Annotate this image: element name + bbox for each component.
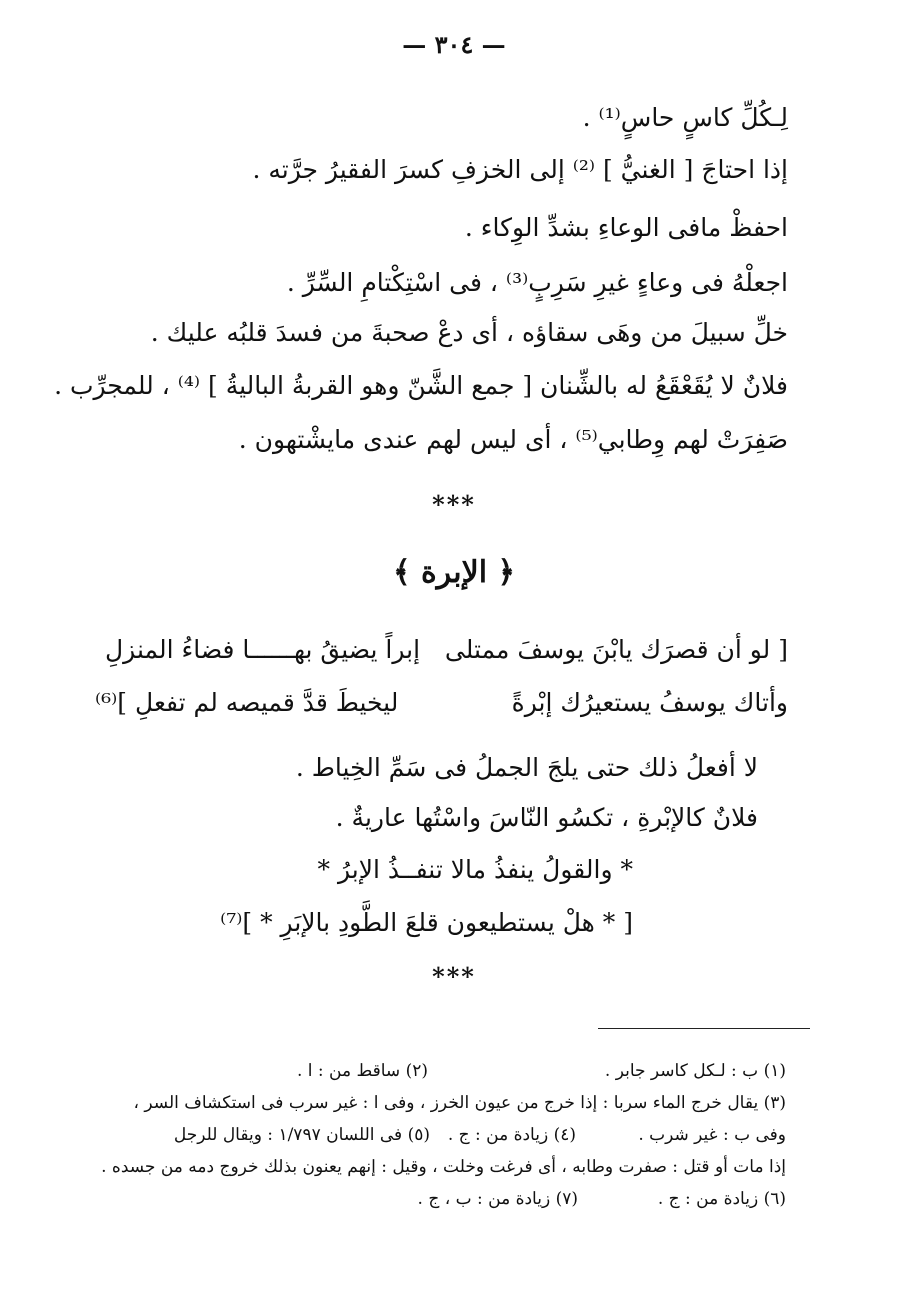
verse-line: * والقولُ ينفذُ مالا تنفــذُ الإبرُ * (317, 855, 633, 884)
footnote: (٢) ساقط من : ا . (296, 1061, 428, 1081)
section-separator: *** (432, 490, 476, 519)
saying-line: صَفِرَتْ لهم وِطابي⁽⁵⁾ ، أى ليس لهم عندى مايشْتهون . (238, 425, 788, 454)
saying-line: لا أفعلُ ذلك حتى يلجَ الجملُ فى سَمِّ الخِياط . (295, 753, 758, 782)
saying-line: فلانٌ لا يُقَعْقَعُ له بالشِّنان [ جمع الشَّنّ وهو القربةُ الباليةُ ] ⁽⁴⁾ ، للمجرِّب . (54, 371, 788, 400)
saying-line: إذا احتاجَ [ الغنيُّ ] ⁽²⁾ إلى الخزفِ كسرَ الفقيرُ جرَّته . (252, 155, 788, 184)
saying-line: فلانٌ كالإبْرةِ ، تكسُو النّاسَ واسْتُها عاريةٌ . (335, 803, 758, 832)
page-number: — ٣٠٤ — (402, 30, 506, 59)
footnote: (٣) يقال خرج الماء سربا : إذا خرج من عيون الخرز ، وفى ا : غير سرب فى استكشاف السر ، (133, 1093, 786, 1113)
footnote: (٧) زيادة من : ب ، ج . (417, 1189, 578, 1209)
verse-line: [ * هلْ يستطيعون قلعَ الطَّودِ بالإبَرِ * ]⁽⁷⁾ (220, 908, 633, 937)
verse-hemistich: إبراً يضيقُ بهــــــا فضاءُ المنزلِ (105, 635, 421, 664)
section-title: ﴿ الإبرة ﴾ (392, 555, 516, 590)
footnote: وفى ب : غير شرب . (638, 1125, 786, 1145)
footnote: (١) ب : لـكل كاسر جابر . (604, 1061, 786, 1081)
saying-line: خلِّ سبيلَ من وهَى سقاؤه ، أى دعْ صحبةَ من فسدَ قلبُه عليك . (150, 318, 788, 347)
footnote: (٥) فى اللسان ١/٧٩٧ : ويقال للرجل (173, 1125, 430, 1145)
saying-line: اجعلْهُ فى وعاءٍ غيرِ سَرِبٍ⁽³⁾ ، فى اسْتِكْتامِ السِّرِّ . (286, 268, 788, 297)
section-separator: *** (432, 962, 476, 991)
footnote-divider (598, 1028, 810, 1029)
verse-hemistich: [ لو أن قصرَك يابْنَ يوسفَ ممتلى (444, 635, 788, 664)
saying-line: لِـكُلِّ كاسٍ حاسٍ⁽¹⁾ . (582, 103, 788, 132)
verse-hemistich: ليخيطَ قدَّ قميصه لم تفعلِ ]⁽⁶⁾ (95, 688, 399, 717)
footnote: (٤) زيادة من : ج . (447, 1125, 576, 1145)
footnote: إذا مات أو قتل : صفرت وطابه ، أى فرغت وخلت ، وقيل : إنهم يعنون بذلك خروج دمه من جسده . (101, 1157, 786, 1177)
footnote: (٦) زيادة من : ج . (657, 1189, 786, 1209)
saying-line: احفظْ مافى الوعاءِ بشدِّ الوِكاء . (464, 213, 788, 242)
verse-hemistich: وأتاك يوسفُ يستعيرُك إبْرةً (511, 688, 788, 717)
